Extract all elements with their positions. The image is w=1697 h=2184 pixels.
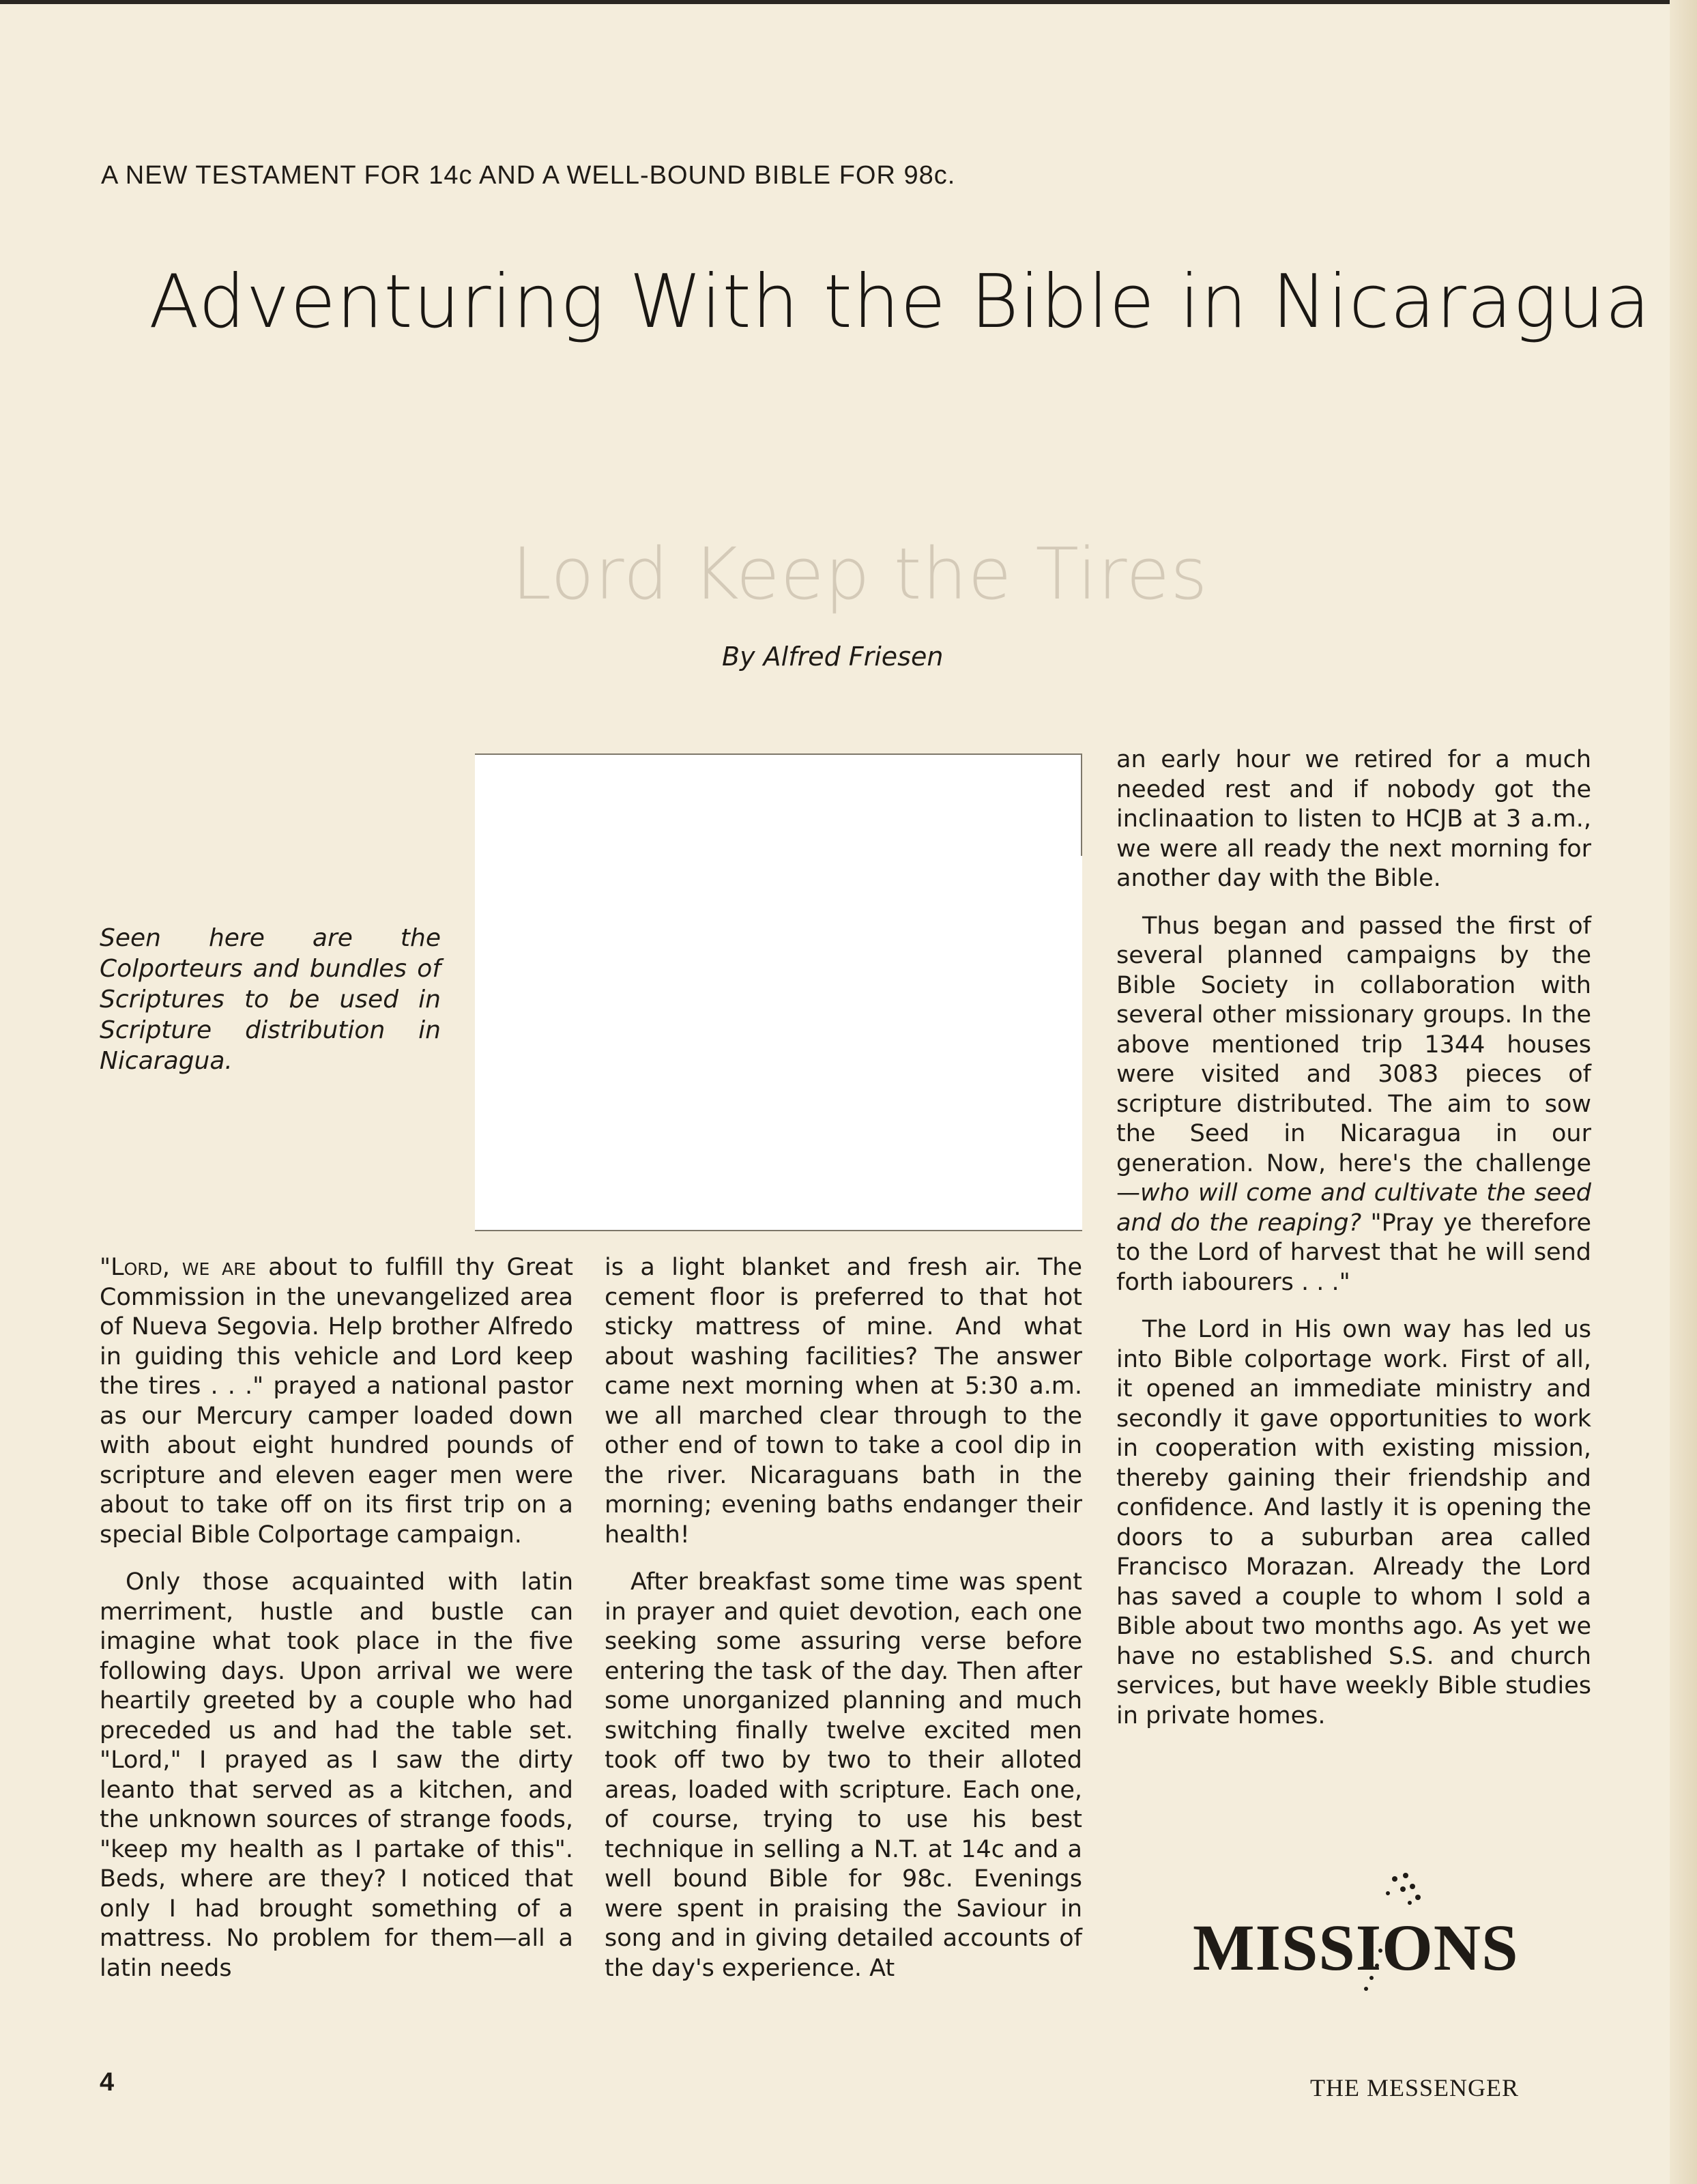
page-number: 4	[100, 2068, 115, 2097]
col3-paragraph-2	[1116, 912, 1591, 1298]
photo-caption: Seen here are the Colporteurs and bundles of Scriptures to be used in Scripture distribution in Nicaragua.	[100, 924, 441, 1075]
kicker-line: A NEW TESTAMENT FOR 14c AND A WELL-BOUND BIBLE FOR 98c.	[101, 161, 956, 190]
missions-logo-text: MISSIONS	[1193, 1911, 1519, 1984]
col3-p2-end: "Pray ye therefore to the Lord of harvest that he will send forth iabourers . . ."	[1116, 1209, 1591, 1296]
article-subtitle: Lord Keep the Tires	[512, 532, 1208, 616]
missions-logo	[1193, 1870, 1534, 1993]
column-1	[100, 1253, 573, 2001]
col3-paragraph-1: an early hour we retired for a much needed rest and if nobody got the inclinaation to listen to HCJB at 3 a.m., we were all ready the next morning for another day with the Bible.	[1116, 746, 1591, 892]
column-2	[605, 1253, 1082, 2001]
lead-small-caps: "Lord, we are	[100, 1254, 257, 1281]
col3-p2-start: Thus began and passed the first of several planned campaigns by the Bible Society in collaboration with several other missionary groups. In the above mentioned trip 1344 houses were visited and 3083 pieces of scripture distributed. The aim to sow the Seed in Nicaragua in our generation. Now, here's the challenge—	[1116, 912, 1591, 1207]
column-3	[1116, 745, 1591, 1749]
photo-placeholder	[475, 753, 1082, 1231]
publication-name: THE MESSENGER	[1310, 2074, 1520, 2101]
byline: By Alfred Friesen	[722, 642, 944, 672]
col1-paragraph-1	[100, 1253, 573, 1550]
col2-paragraph-1: is a light blanket and fresh air. The cement floor is preferred to that hot sticky mattress of mine. And what about washing facilities? The answer came next morning when at 5:30 a.m. we all marched clear through to the other end of town to take a cool dip in the river. Nicaraguans bath in the morning; evening baths endanger their health!	[605, 1254, 1082, 1549]
photo-border-edge	[1081, 753, 1082, 856]
col3-p2-italic: who will come and cultivate the seed and do the reaping?	[1116, 1179, 1591, 1237]
col3-paragraph-3: The Lord in His own way has led us into Bible colportage work. First of all, it opened an immediate ministry and secondly it gave opportunities to work in cooperation with existing mission, thereby gaining their friendship and confidence. And lastly it is opening the doors to a suburban area called Francisco Morazan. Already the Lord has saved a couple to whom I sold a Bible about two months ago. As yet we have no established S.S. and church services, but have weekly Bible studies in private homes.	[1116, 1316, 1591, 1729]
col1-paragraph-2: Only those acquainted with latin merriment, hustle and bustle can imagine what took place in the five following days. Upon arrival we were heartily greeted by a couple who had preceded us and had the table set. "Lord," I prayed as I saw the dirty leanto that served as a kitchen, and the unknown sources of strange foods, "keep my health as I partake of this". Beds, where are they? I noticed that only I had brought something of a mattress. No problem for them—all a latin needs	[100, 1568, 573, 1982]
article-title: Adventuring With the Bible in Nicaragua	[149, 259, 1651, 345]
col2-paragraph-2: After breakfast some time was spent in prayer and quiet devotion, each one seeking some assuring verse before entering the task of the day. Then after some unorganized planning and much switching finally twelve excited men took off two by two to their alloted areas, loaded with scripture. Each one, of course, trying to use his best technique in selling a N.T. at 14c and a well bound Bible for 98c. Evenings were spent in praising the Saviour in song and in giving detailed accounts of the day's experience. At	[605, 1568, 1082, 1982]
lead-text: about to fulfill thy Great Commission in the unevangelized area of Nueva Segovia. Help brother Alfredo in guiding this vehicle and Lord keep the tires . . ." prayed a national pastor as our Mercury camper loaded down with about eight hundred pounds of scripture and eleven eager men were about to take off on its first trip on a special Bible Colportage campaign.	[100, 1254, 573, 1549]
top-border	[0, 0, 1697, 4]
page-edge-shadow	[1670, 0, 1697, 2184]
